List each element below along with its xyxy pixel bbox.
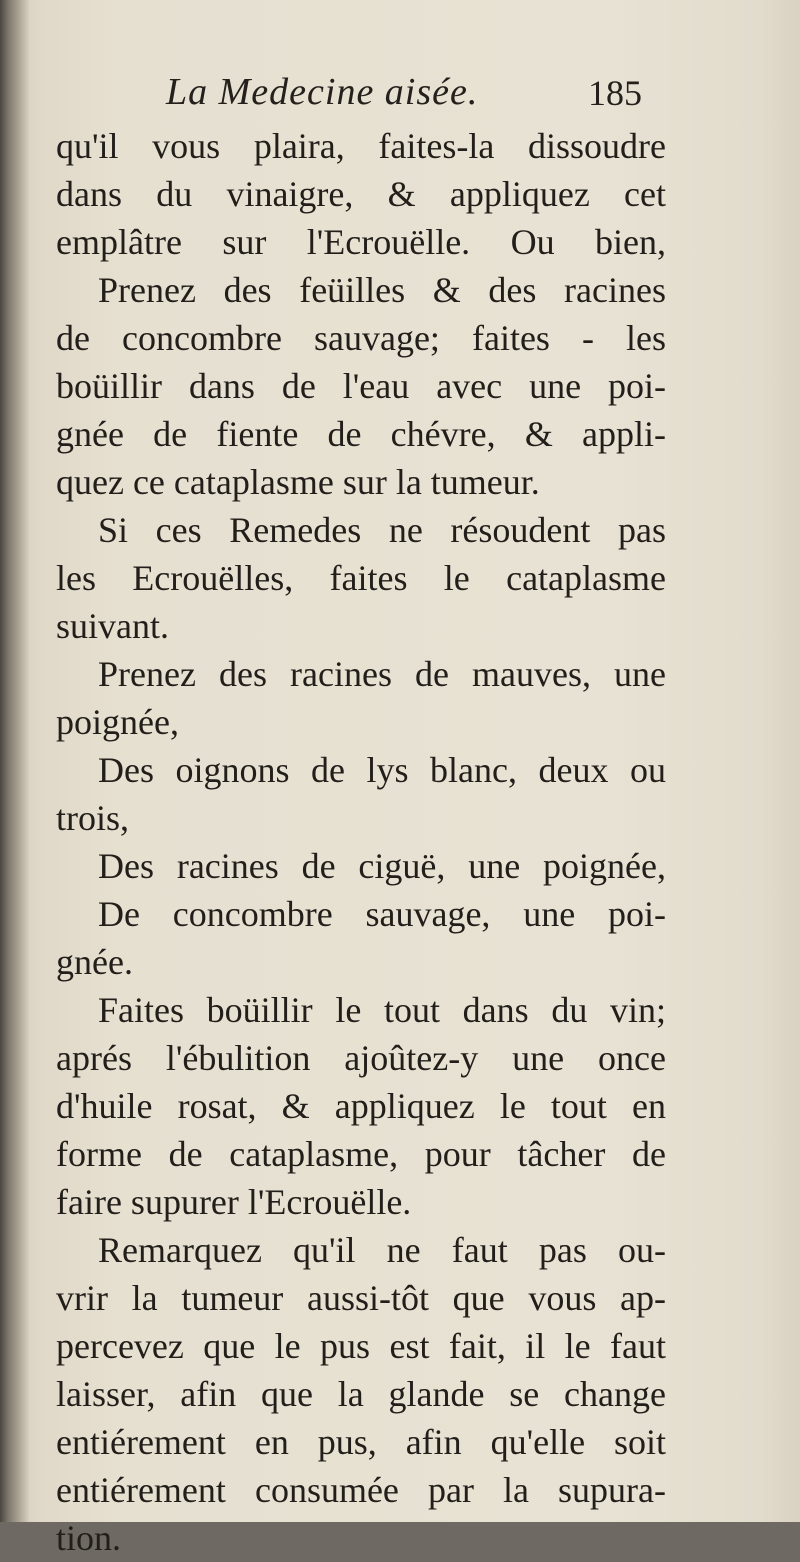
text-line: Des oignons de lys blanc, deux ou (98, 750, 666, 790)
text-line: les Ecrouëlles, faites le cataplasme (56, 558, 666, 598)
text-line: d'huile rosat, & appliquez le tout en (56, 1086, 666, 1126)
page-number: 185 (588, 73, 642, 113)
text-line: Faites boüillir le tout dans du vin; (98, 990, 666, 1030)
text-line: de concombre sauvage; faites - les (56, 318, 666, 358)
text-line: percevez que le pus est fait, il le faut (56, 1326, 666, 1366)
running-title: La Medecine aisée. (166, 71, 479, 113)
text-line: forme de cataplasme, pour tâcher de (56, 1134, 666, 1174)
body-text (56, 122, 666, 1562)
text-line: aprés l'ébulition ajoûtez-y une once (56, 1038, 666, 1078)
text-line: faire supurer l'Ecrouëlle. (56, 1182, 412, 1222)
text-line: entiérement consumée par la supura- (56, 1470, 666, 1510)
text-line: De concombre sauvage, une poi- (98, 894, 666, 934)
text-line: gnée de fiente de chévre, & appli- (56, 414, 666, 454)
text-line: qu'il vous plaira, faites-la dissoudre (56, 126, 666, 166)
text-line: gnée. (56, 942, 133, 982)
text-line: dans du vinaigre, & appliquez cet (56, 174, 666, 214)
text-line: boüillir dans de l'eau avec une poi- (56, 366, 666, 406)
text-line: Prenez des racines de mauves, une (98, 654, 666, 694)
text-line: entiérement en pus, afin qu'elle soit (56, 1422, 666, 1462)
text-line: laisser, afin que la glande se change (56, 1374, 666, 1414)
text-line: trois, (56, 798, 130, 838)
text-line: emplâtre sur l'Ecrouëlle. Ou bien, (56, 222, 666, 262)
page-header (56, 70, 656, 120)
text-line: suivant. (56, 606, 169, 646)
text-line: poignée, (56, 702, 179, 742)
text-line: Si ces Remedes ne résoudent pas (98, 510, 666, 550)
text-line: Prenez des feüilles & des racines (98, 270, 666, 310)
text-line: tion. (56, 1518, 122, 1558)
text-line: Des racines de ciguë, une poignée, (98, 846, 666, 886)
text-line: quez ce cataplasme sur la tumeur. (56, 462, 540, 502)
text-line: vrir la tumeur aussi-tôt que vous ap- (56, 1278, 666, 1318)
page-binding-shadow (0, 0, 30, 1522)
text-line: Remarquez qu'il ne faut pas ou- (98, 1230, 666, 1270)
